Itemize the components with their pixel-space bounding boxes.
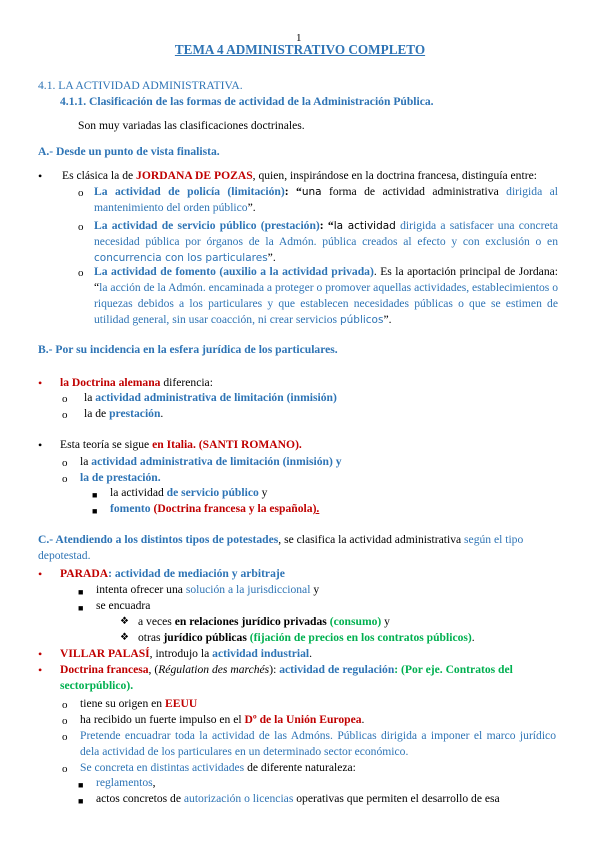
c-fr-origen: tiene su origen en EEUU bbox=[80, 697, 198, 710]
circle-bullet-icon: o bbox=[62, 715, 68, 727]
square-bullet-icon: ■ bbox=[78, 603, 84, 613]
circle-bullet-icon: o bbox=[78, 267, 84, 279]
circle-bullet-icon: o bbox=[62, 409, 68, 421]
b-item-prestacion: la de prestación. bbox=[84, 407, 164, 420]
b2-item-limitacion: la actividad administrativa de limitación (inmisión) y bbox=[80, 455, 342, 468]
circle-bullet-icon: o bbox=[78, 187, 84, 199]
c-fr-impulso: ha recibido un fuerte impulso en el Dº de la Unión Europea. bbox=[80, 713, 365, 726]
b2-sub-servicio: la actividad de servicio público y bbox=[110, 486, 268, 499]
c-villar-palasi: VILLAR PALASÍ, introdujo la actividad industrial. bbox=[60, 647, 313, 660]
b-bullet-1: la Doctrina alemana diferencia: bbox=[60, 376, 213, 389]
bullet-icon: • bbox=[38, 438, 43, 452]
heading-a: A.- Desde un punto de vista finalista. bbox=[38, 145, 220, 158]
a-bullet-1: Es clásica la de JORDANA DE POZAS, quien, inspirándose en la doctrina francesa, distinguía entre: bbox=[62, 169, 537, 182]
circle-bullet-icon: o bbox=[78, 221, 84, 233]
section-heading-4-1: 4.1. LA ACTIVIDAD ADMINISTRATIVA. bbox=[38, 79, 243, 92]
square-bullet-icon: ■ bbox=[78, 796, 84, 806]
c-parada-diamond-1: a veces en relaciones jurídico privadas (consumo) y bbox=[138, 615, 390, 628]
square-bullet-icon: ■ bbox=[78, 587, 84, 597]
circle-bullet-icon: o bbox=[62, 763, 68, 775]
section-heading-4-1-1: 4.1.1. Clasificación de las formas de actividad de la Administración Pública. bbox=[60, 95, 434, 108]
heading-c: C.- Atendiendo a los distintos tipos de potestades, se clasifica la actividad administrativa según el tipo depotestad. bbox=[38, 533, 524, 562]
b2-item-prestacion: la de prestación. bbox=[80, 471, 161, 484]
c-fr-pretende: Pretende encuadrar toda la actividad de las Admóns. Públicas dirigida a imponer el marco jurídico dela actividad de los particulares en un determinado sector económico. bbox=[80, 729, 556, 758]
c-parada: PARADA: actividad de mediación y arbitraje bbox=[60, 567, 285, 580]
diamond-bullet-icon: ❖ bbox=[120, 632, 129, 643]
c-fr-reglamentos: reglamentos, bbox=[96, 776, 156, 789]
b-bullet-2: Esta teoría se sigue en Italia. (SANTI ROMANO). bbox=[60, 438, 302, 451]
circle-bullet-icon: o bbox=[62, 731, 68, 743]
intro-paragraph: Son muy variadas las clasificaciones doctrinales. bbox=[78, 119, 305, 132]
c-doctrina-francesa: Doctrina francesa, (Régulation des marchés): actividad de regulación: (Por eje. Contratos del sectorpúblico). bbox=[60, 663, 513, 692]
b2-sub-fomento: fomento (Doctrina francesa y la española). bbox=[110, 502, 320, 515]
c-fr-concreta: Se concreta en distintas actividades de diferente naturaleza: bbox=[80, 761, 356, 774]
a-item-fomento: La actividad de fomento (auxilio a la actividad privada). Es la aportación principal de Jordana: “la acción de la Admón. encaminada a proteger o promover aquellas actividades, establecimientos o riquezas debidos a los particulares y que establecen necesidades públicas o que se estimen de utilidad general, sin usar coacción, ni crear servicios públicos”. bbox=[94, 265, 558, 326]
page-number: 1 bbox=[296, 32, 302, 44]
bullet-icon: • bbox=[38, 663, 43, 677]
c-parada-diamond-2: otras jurídico públicas (fijación de precios en los contratos públicos). bbox=[138, 631, 475, 644]
c-parada-sub-2: se encuadra bbox=[96, 599, 151, 612]
bullet-icon: • bbox=[38, 169, 43, 183]
heading-b: B.- Por su incidencia en la esfera jurídica de los particulares. bbox=[38, 343, 338, 356]
square-bullet-icon: ■ bbox=[78, 780, 84, 790]
square-bullet-icon: ■ bbox=[92, 506, 98, 516]
bullet-icon: • bbox=[38, 647, 43, 661]
circle-bullet-icon: o bbox=[62, 699, 68, 711]
a-item-policia: La actividad de policía (limitación): “una forma de actividad administrativa dirigida al mantenimiento del orden público”. bbox=[94, 185, 559, 214]
square-bullet-icon: ■ bbox=[92, 490, 98, 500]
c-parada-sub-1: intenta ofrecer una solución a la jurisdiccional y bbox=[96, 583, 320, 596]
c-fr-actos: actos concretos de autorización o licencias operativas que permiten el desarrollo de esa bbox=[96, 792, 500, 805]
diamond-bullet-icon: ❖ bbox=[120, 616, 129, 627]
b-item-limitacion: la actividad administrativa de limitación (inmisión) bbox=[84, 391, 337, 404]
circle-bullet-icon: o bbox=[62, 457, 68, 469]
bullet-icon: • bbox=[38, 567, 43, 581]
a-item-servicio-publico: La actividad de servicio público (prestación): “la actividad dirigida a satisfacer una concreta necesidad pública por órganos de la Admón. pública creados al efecto y con exclusión o en concurrencia con los particulares”. bbox=[94, 219, 559, 264]
circle-bullet-icon: o bbox=[62, 473, 68, 485]
bullet-icon: • bbox=[38, 376, 43, 390]
document-title: TEMA 4 ADMINISTRATIVO COMPLETO bbox=[174, 42, 426, 57]
circle-bullet-icon: o bbox=[62, 393, 68, 405]
